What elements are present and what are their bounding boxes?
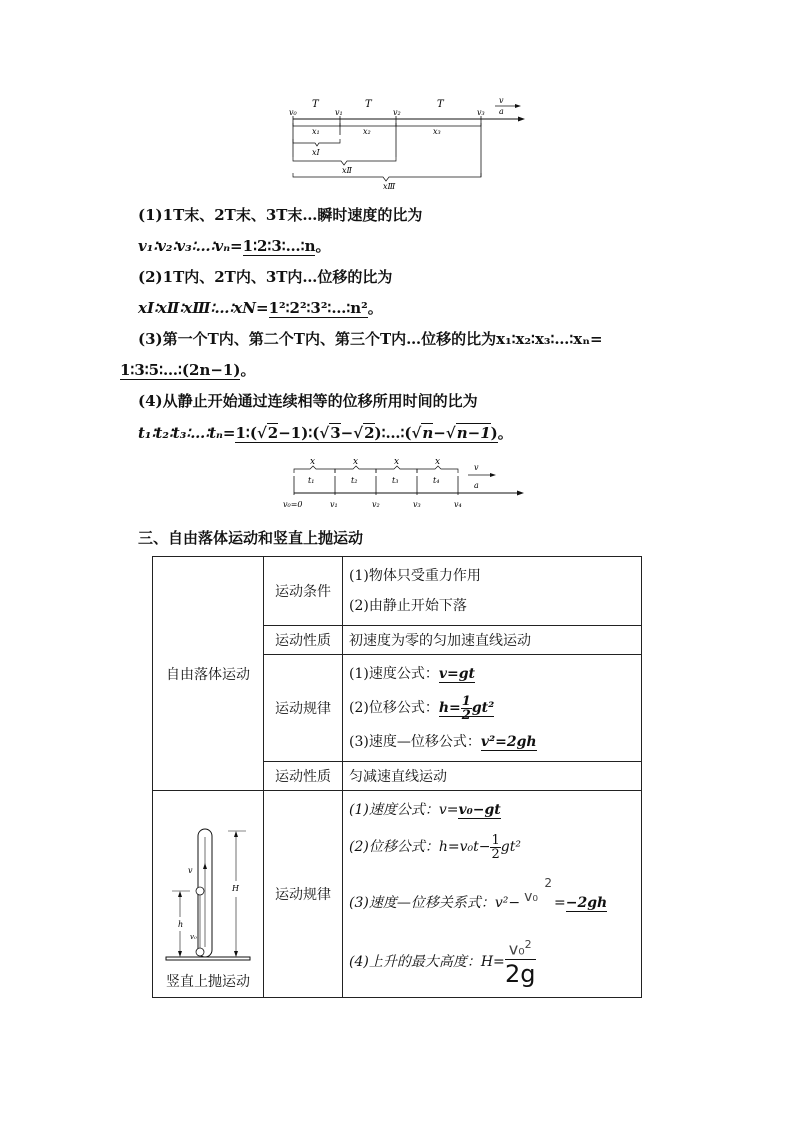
- label2-v1: v₁: [330, 500, 338, 509]
- vt-law-cell: [343, 791, 642, 998]
- diagram-equal-time-intervals: [285, 95, 535, 190]
- label-t1: t₁: [308, 476, 315, 485]
- vt-law3: [349, 869, 635, 931]
- ff-law2: [349, 689, 635, 727]
- label-T-1: T: [312, 99, 319, 110]
- label-v1: v₁: [335, 108, 343, 117]
- ff-law2-den: 2: [461, 707, 471, 723]
- vt-law1-answer: v₀−gt: [458, 802, 501, 818]
- ff-law2-num: 1: [461, 693, 471, 709]
- p2-line1: (2)1T内、2T内、3T内…位移的比为: [138, 268, 393, 286]
- vt-law4-num-text: v₀: [508, 939, 525, 959]
- vt-law-label: 运动规律: [275, 887, 331, 903]
- p4-line1: (4)从静止开始通过连续相等的位移所用时间的比为: [138, 392, 478, 410]
- vt-law-label-cell: [264, 791, 343, 998]
- vt-law4-num: [505, 936, 536, 959]
- p4-line2-prefix: t₁∶t₂∶t₃∶…∶tₙ=: [138, 424, 236, 442]
- vt-law2-den: 2: [491, 846, 500, 862]
- p1-line2-prefix: v₁∶v₂∶v₃∶…∶vₙ=: [138, 237, 243, 255]
- p4-ans-part-b: −1)∶(: [278, 424, 320, 442]
- p3-line2: [120, 360, 255, 380]
- label-v0-eq-0: v₀=0: [283, 500, 303, 509]
- ff-law2-formula: [438, 693, 495, 723]
- p1-line2-suffix: 。: [315, 237, 331, 255]
- p2-line2: [138, 298, 383, 318]
- ff-law3-prefix: (3)速度—位移公式：: [349, 734, 481, 750]
- cond-label: 运动条件: [275, 584, 331, 600]
- vt-law4: [349, 931, 635, 993]
- label-arrow-v: v: [499, 96, 504, 105]
- nature-label: 运动性质: [275, 633, 331, 649]
- fig-label-v0: v₀: [190, 933, 197, 941]
- label-xII: xⅡ: [342, 166, 352, 175]
- label-arrow-a: a: [499, 107, 504, 116]
- ff-law1-formula: v=gt: [438, 666, 475, 682]
- vertical-name-cell: [153, 791, 264, 998]
- p4-line2-answer: 1∶(√2−1)∶(√3−√2)∶…∶(√n−√n−1): [235, 424, 498, 442]
- nature-cell: [343, 626, 642, 655]
- ff-law2-frac: [461, 695, 472, 722]
- vt-law3-sq: 2: [544, 876, 552, 890]
- vt-law1: [349, 795, 635, 825]
- ff-law3: [349, 727, 635, 757]
- p4-sqrt-5: n−1: [456, 424, 491, 442]
- p1-line1: (1)1T末、2T末、3T末…瞬时速度的比为: [138, 206, 423, 224]
- cond1: (1)物体只受重力作用: [349, 568, 481, 584]
- p4-sqrt-4: n: [422, 424, 434, 442]
- p2-line2-suffix: 。: [367, 299, 383, 317]
- vertical-name: 竖直上抛运动: [166, 974, 250, 990]
- p3-line1: (3)第一个T内、第二个T内、第三个T内…位移的比为x₁∶x₂∶x₃∶…∶xₙ=: [138, 330, 603, 348]
- nature-label-cell: [264, 626, 343, 655]
- label-v2: v₂: [393, 108, 401, 117]
- ff-law1-prefix: (1)速度公式：: [349, 666, 439, 682]
- label2-v4: v₄: [454, 500, 462, 509]
- p4-ans-part-d: )∶…∶(: [374, 424, 412, 442]
- fig-label-H: H: [232, 884, 239, 893]
- vt-law2: [349, 825, 635, 869]
- p4-sqrt-3: 2: [364, 424, 375, 442]
- label-arrow2-v: v: [474, 463, 479, 472]
- p3-line2-suffix: 。: [240, 361, 256, 379]
- label-v0: v₀: [289, 108, 297, 117]
- label-x-3: x: [394, 457, 400, 467]
- vt-law2-frac: [490, 834, 500, 861]
- label-t3: t₃: [392, 476, 399, 485]
- label-x3: x₃: [433, 127, 441, 136]
- p4-sqrt-2: 3: [330, 424, 341, 442]
- ff-law1: [349, 659, 635, 689]
- fig-label-h: h: [178, 920, 184, 929]
- p4-line2-suffix: 。: [497, 424, 513, 442]
- table-row: [153, 557, 642, 626]
- label2-v2: v₂: [372, 500, 380, 509]
- motion-table: [152, 556, 642, 998]
- vt-nature-label: 运动性质: [275, 769, 331, 785]
- nature-text: 初速度为零的匀加速直线运动: [349, 633, 531, 649]
- p4-ans-part-a: 1∶(: [235, 424, 257, 442]
- label-v3: v₃: [477, 108, 485, 117]
- vt-nature-cell: [343, 762, 642, 791]
- law-cell: [343, 655, 642, 762]
- p1-line2-answer: 1∶2∶3∶…∶n: [242, 237, 316, 255]
- p3-line2-answer: 1∶3∶5∶…∶(2n−1): [120, 361, 241, 379]
- p4-ans-part-f: ): [490, 424, 498, 442]
- label-x-4: x: [435, 457, 441, 467]
- ff-law2-h: h=: [438, 700, 461, 716]
- label2-v3: v₃: [413, 500, 421, 509]
- p4-ans-part-c: −: [340, 424, 354, 442]
- label-xI: xⅠ: [312, 148, 320, 157]
- vt-law4-prefix: (4)上升的最大高度：H=: [349, 954, 505, 970]
- p4-sqrt-1: 2: [267, 424, 279, 442]
- p4-ans-part-e: −: [433, 424, 446, 442]
- diagram-equal-displacements: [280, 456, 530, 512]
- vt-nature-text: 匀减速直线运动: [349, 769, 447, 785]
- fig-label-v: v: [188, 866, 193, 875]
- ff-law3-formula: v²=2gh: [480, 734, 537, 750]
- table-row: [153, 791, 642, 998]
- label-t2: t₂: [351, 476, 358, 485]
- cond-cell: [343, 557, 642, 626]
- p2-line2-answer: 1²∶2²∶3²∶…∶n²: [268, 299, 368, 317]
- label-t4: t₄: [433, 476, 440, 485]
- ff-law2-rest: gt²: [471, 700, 495, 716]
- vertical-throw-figure: [160, 815, 256, 965]
- vt-law4-den: 2g: [504, 959, 536, 988]
- label-x1: x₁: [312, 127, 320, 136]
- vt-law3-eq: =: [554, 895, 566, 911]
- label-T-3: T: [437, 99, 444, 110]
- label-xIII: xⅢ: [383, 182, 396, 190]
- p4-line2: [138, 423, 513, 443]
- label-x-2: x: [353, 457, 359, 467]
- freefall-name-cell: [153, 557, 264, 791]
- vt-law3-prefix: (3)速度—位移关系式：v²−: [349, 895, 521, 911]
- p1-line2: [138, 236, 331, 256]
- label-x-1: x: [310, 457, 316, 467]
- p2-line2-prefix: xⅠ∶xⅡ∶xⅢ∶…∶xN=: [138, 299, 269, 317]
- vt-law2-num: 1: [491, 832, 500, 848]
- cond-label-cell: [264, 557, 343, 626]
- label-arrow2-a: a: [474, 481, 479, 490]
- label-T-2: T: [365, 99, 372, 110]
- law-label: 运动规律: [275, 701, 331, 717]
- vt-law2-rest: gt²: [500, 839, 521, 855]
- vt-nature-label-cell: [264, 762, 343, 791]
- label-x2: x₂: [363, 127, 371, 136]
- vt-law4-frac: [505, 936, 536, 987]
- cond2: (2)由静止开始下落: [349, 598, 467, 614]
- section-heading: 三、自由落体运动和竖直上抛运动: [138, 529, 364, 547]
- freefall-name: 自由落体运动: [166, 666, 250, 683]
- vt-law3-v0-text: v₀: [524, 889, 538, 905]
- ff-law2-prefix: (2)位移公式：: [349, 700, 439, 716]
- vt-law4-sup: 2: [524, 938, 532, 952]
- law-label-cell: [264, 655, 343, 762]
- vt-law2-prefix: (2)位移公式：h=v₀t−: [349, 839, 491, 855]
- vt-law3-answer: −2gh: [565, 895, 608, 911]
- vt-law1-prefix: (1)速度公式：v=: [349, 802, 459, 818]
- vt-law3-v0: [520, 869, 554, 925]
